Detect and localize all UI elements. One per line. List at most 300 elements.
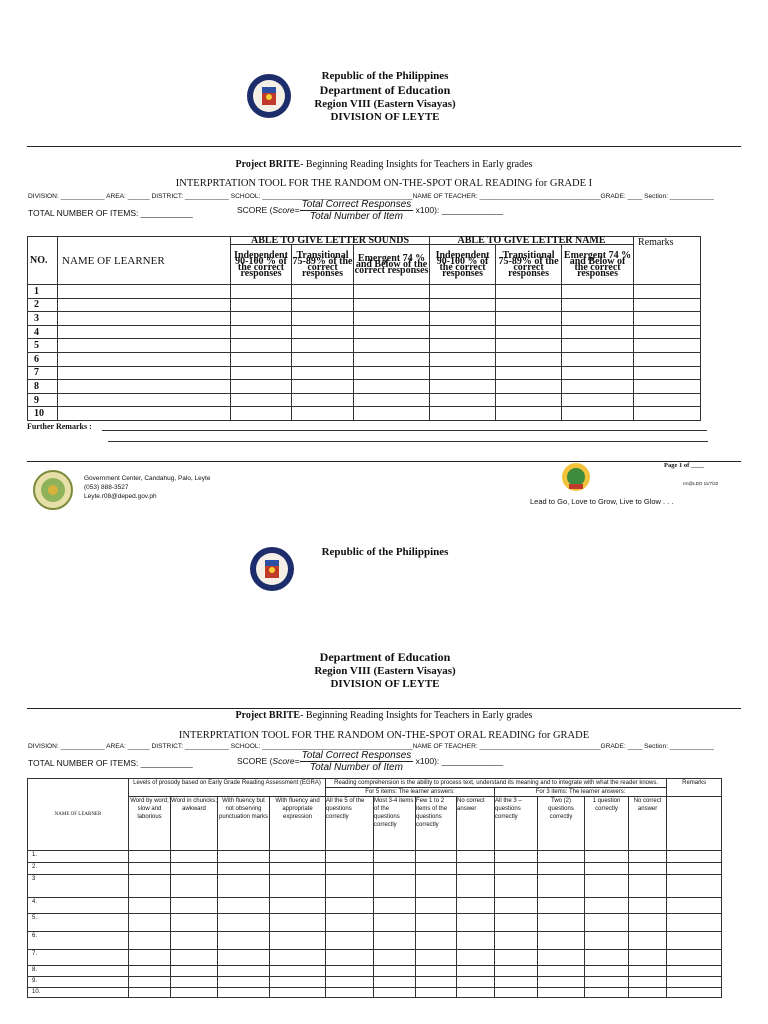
score-cell[interactable] (496, 407, 562, 421)
learner-row (28, 325, 701, 339)
assessment-cell[interactable] (667, 977, 722, 988)
score-cell[interactable] (292, 325, 354, 339)
score-cell[interactable] (634, 352, 701, 366)
assessment-cell[interactable] (629, 932, 667, 950)
total-items-line-2: TOTAL NUMBER OF ITEMS: ___________ (28, 758, 193, 768)
row-number: 4. (28, 898, 129, 914)
learner-row (28, 366, 701, 380)
assessment-cell[interactable] (416, 950, 457, 966)
score-cell[interactable] (292, 339, 354, 353)
header2-region: Region VIII (Eastern Visayas) (314, 665, 456, 677)
score-fraction (300, 199, 414, 222)
score-cell[interactable] (231, 407, 292, 421)
assessment-cell[interactable] (457, 932, 495, 950)
score-cell[interactable] (430, 407, 496, 421)
learner-name-cell[interactable] (58, 312, 231, 326)
score-cell[interactable] (354, 407, 430, 421)
assessment-cell[interactable] (629, 898, 667, 914)
five-all: All the 5 of the questions correctly (326, 797, 374, 851)
score-cell[interactable] (292, 312, 354, 326)
score-cell[interactable] (430, 285, 496, 299)
score-denominator: Total Number of Item (309, 762, 403, 773)
learner-row (28, 298, 701, 312)
assessment-cell[interactable] (585, 988, 629, 998)
assessment-cell[interactable] (171, 932, 218, 950)
assessment-cell[interactable] (538, 863, 585, 875)
score-cell[interactable] (231, 325, 292, 339)
score-cell[interactable] (354, 339, 430, 353)
assessment-cell[interactable] (326, 932, 374, 950)
row-number: 6 (28, 352, 58, 366)
col-remarks-2: Remarks (667, 779, 722, 797)
assessment-cell[interactable] (457, 950, 495, 966)
assessment-cell[interactable] (171, 851, 218, 863)
assessment-cell[interactable] (457, 988, 495, 998)
assessment-cell[interactable] (416, 851, 457, 863)
learner-name-cell[interactable] (58, 298, 231, 312)
score-cell[interactable] (496, 312, 562, 326)
assessment-cell[interactable] (667, 898, 722, 914)
footer-address (84, 474, 210, 501)
assessment-cell[interactable] (374, 863, 416, 875)
assessment-cell[interactable] (270, 863, 326, 875)
score-cell[interactable] (496, 393, 562, 407)
assessment-cell[interactable] (538, 914, 585, 932)
header-republic: Republic of the Philippines (321, 70, 449, 82)
assessment-cell[interactable] (326, 950, 374, 966)
col-no: NO. (28, 237, 58, 285)
assessment-cell[interactable] (667, 875, 722, 898)
learner-name-cell[interactable] (58, 366, 231, 380)
assessment-cell[interactable] (374, 950, 416, 966)
assessment-cell[interactable] (129, 875, 171, 898)
learner-row (28, 932, 722, 950)
assessment-cell[interactable] (129, 851, 171, 863)
learner-name-cell[interactable] (58, 393, 231, 407)
assessment-cell[interactable] (129, 966, 171, 977)
assessment-cell[interactable] (457, 966, 495, 977)
score-cell[interactable] (562, 339, 634, 353)
score-cell[interactable] (634, 380, 701, 394)
score-cell[interactable] (496, 298, 562, 312)
score-cell[interactable] (562, 285, 634, 299)
score-cell[interactable] (231, 285, 292, 299)
assessment-cell[interactable] (374, 898, 416, 914)
assessment-cell[interactable] (495, 851, 538, 863)
learner-row (28, 966, 722, 977)
score-cell[interactable] (231, 339, 292, 353)
assessment-cell[interactable] (585, 851, 629, 863)
assessment-cell[interactable] (629, 851, 667, 863)
score-cell[interactable] (292, 298, 354, 312)
assessment-cell[interactable] (667, 863, 722, 875)
assessment-cell[interactable] (667, 966, 722, 977)
header2-department: Department of Education (319, 650, 451, 664)
level-transitional: Transitional 75-89% of the correct responses (292, 245, 354, 285)
score-cell[interactable] (231, 366, 292, 380)
score-cell[interactable] (354, 325, 430, 339)
row-number: 5 (28, 339, 58, 353)
assessment-cell[interactable] (538, 851, 585, 863)
assessment-cell[interactable] (374, 988, 416, 998)
score-cell[interactable] (634, 407, 701, 421)
assessment-cell[interactable] (129, 863, 171, 875)
score-cell[interactable] (562, 380, 634, 394)
assessment-cell[interactable] (171, 898, 218, 914)
assessment-cell[interactable] (129, 988, 171, 998)
score-cell[interactable] (562, 352, 634, 366)
address-line: Government Center, Candahug, Palo, Leyte (84, 475, 211, 482)
prosody-chunks: Word in chuncks; awkward (171, 797, 218, 851)
assessment-cell[interactable] (629, 977, 667, 988)
assessment-cell[interactable] (326, 851, 374, 863)
assessment-cell[interactable] (538, 988, 585, 998)
assessment-cell[interactable] (218, 863, 270, 875)
score-cell[interactable] (354, 366, 430, 380)
score-cell[interactable] (634, 298, 701, 312)
row-number: 6. (28, 932, 129, 950)
group-letter-sounds: ABLE TO GIVE LETTER SOUNDS (231, 237, 430, 245)
comprehension-header: Reading comprehension is the ability to process text, understand its meaning and to integrate with what the reader knows. (326, 779, 667, 788)
assessment-cell[interactable] (270, 988, 326, 998)
score-cell[interactable] (430, 298, 496, 312)
col-name-learner: NAME OF LEARNER (28, 779, 129, 851)
assessment-cell[interactable] (416, 988, 457, 998)
further-remarks-text: Further Remarks : (27, 422, 92, 431)
assessment-cell[interactable] (538, 966, 585, 977)
score-cell[interactable] (292, 380, 354, 394)
assessment-cell[interactable] (538, 898, 585, 914)
deped-seal (246, 73, 292, 119)
assessment-cell[interactable] (326, 966, 374, 977)
assessment-cell[interactable] (270, 851, 326, 863)
row-number: 9. (28, 977, 129, 988)
remarks-line-1 (102, 430, 707, 431)
assessment-cell[interactable] (171, 914, 218, 932)
score-cell[interactable] (634, 325, 701, 339)
assessment-cell[interactable] (171, 950, 218, 966)
assessment-cell[interactable] (374, 851, 416, 863)
score-cell[interactable] (634, 285, 701, 299)
assessment-cell[interactable] (457, 977, 495, 988)
three-one: 1 question correctly (585, 797, 629, 851)
score-cell[interactable] (496, 352, 562, 366)
for-3-items: For 3 items: The learner answers: (495, 788, 667, 797)
five-most: Most 3-4 items of the questions correctly (374, 797, 416, 851)
assessment-cell[interactable] (171, 977, 218, 988)
assessment-cell[interactable] (667, 988, 722, 998)
assessment-cell[interactable] (218, 966, 270, 977)
row-number: 1 (28, 285, 58, 299)
assessment-cell[interactable] (270, 932, 326, 950)
row-number: 2 (28, 298, 58, 312)
assessment-cell[interactable] (129, 898, 171, 914)
assessment-cell[interactable] (326, 988, 374, 998)
score-cell[interactable] (354, 380, 430, 394)
assessment-cell[interactable] (495, 898, 538, 914)
learner-name-cell[interactable] (58, 339, 231, 353)
divider (27, 708, 741, 709)
assessment-cell[interactable] (270, 950, 326, 966)
assessment-cell[interactable] (585, 966, 629, 977)
score-cell[interactable] (292, 285, 354, 299)
assessment-cell[interactable] (416, 966, 457, 977)
score-cell[interactable] (496, 339, 562, 353)
header-region: Region VIII (Eastern Visayas) (314, 98, 456, 110)
assessment-cell[interactable] (129, 977, 171, 988)
assessment-cell[interactable] (416, 898, 457, 914)
prosody-fluent: With fluency and appropriate expression (270, 797, 326, 851)
group-letter-name: ABLE TO GIVE LETTER NAME (430, 237, 634, 245)
assessment-cell[interactable] (416, 875, 457, 898)
assessment-cell[interactable] (218, 950, 270, 966)
assessment-cell[interactable] (457, 851, 495, 863)
assessment-cell[interactable] (374, 966, 416, 977)
assessment-cell[interactable] (629, 988, 667, 998)
row-number: 7. (28, 950, 129, 966)
assessment-cell[interactable] (585, 863, 629, 875)
assessment-cell[interactable] (129, 914, 171, 932)
project-title (0, 159, 768, 170)
score-cell[interactable] (231, 298, 292, 312)
score-cell[interactable] (354, 393, 430, 407)
row-number: 7 (28, 366, 58, 380)
assessment-cell[interactable] (457, 863, 495, 875)
score-cell[interactable] (231, 312, 292, 326)
doc-code: rrn@LDO 11/7/22 (683, 481, 719, 486)
col-name: NAME OF LEARNER (58, 237, 231, 285)
assessment-cell[interactable] (585, 977, 629, 988)
table-prosody-comprehension (27, 778, 722, 998)
score-cell[interactable] (562, 325, 634, 339)
header2-division: DIVISION OF LEYTE (330, 678, 440, 690)
row-number: 8. (28, 966, 129, 977)
score-cell[interactable] (562, 407, 634, 421)
assessment-cell[interactable] (585, 875, 629, 898)
learner-row (28, 285, 701, 299)
assessment-cell[interactable] (218, 875, 270, 898)
score-cell[interactable] (430, 325, 496, 339)
tool-title-2: INTERPRTATION TOOL FOR THE RANDOM ON-THE-SPOT ORAL READING for GRADE (178, 730, 590, 741)
assessment-cell[interactable] (270, 977, 326, 988)
level-independent: Independent 90-100 % of the correct responses (231, 245, 292, 285)
assessment-cell[interactable] (629, 950, 667, 966)
score-cell[interactable] (562, 312, 634, 326)
phone-line: (053) 888-3527 (84, 484, 129, 491)
score-cell[interactable] (562, 393, 634, 407)
assessment-cell[interactable] (218, 977, 270, 988)
assessment-cell[interactable] (495, 950, 538, 966)
assessment-cell[interactable] (326, 977, 374, 988)
prosody-header: Levels of prosody based on Early Grade Reading Assessment (EGRA) (129, 779, 326, 797)
score-formula (237, 199, 503, 222)
assessment-cell[interactable] (326, 875, 374, 898)
assessment-cell[interactable] (495, 988, 538, 998)
score-cell[interactable] (231, 393, 292, 407)
assessment-cell[interactable] (495, 932, 538, 950)
score-cell[interactable] (562, 298, 634, 312)
assessment-cell[interactable] (667, 851, 722, 863)
score-cell[interactable] (430, 380, 496, 394)
learner-name-cell[interactable] (58, 407, 231, 421)
assessment-cell[interactable] (326, 914, 374, 932)
score-cell[interactable] (354, 285, 430, 299)
assessment-cell[interactable] (629, 863, 667, 875)
assessment-cell[interactable] (129, 950, 171, 966)
assessment-cell[interactable] (374, 914, 416, 932)
score-cell[interactable] (231, 380, 292, 394)
assessment-cell[interactable] (416, 914, 457, 932)
assessment-cell[interactable] (585, 914, 629, 932)
score-cell[interactable] (634, 339, 701, 353)
assessment-cell[interactable] (270, 966, 326, 977)
assessment-cell[interactable] (270, 875, 326, 898)
score-numerator: Total Correct Responses (301, 199, 412, 210)
assessment-cell[interactable] (416, 977, 457, 988)
score-cell[interactable] (496, 380, 562, 394)
learner-row (28, 863, 722, 875)
score-cell[interactable] (354, 352, 430, 366)
assessment-cell[interactable] (495, 977, 538, 988)
score-cell[interactable] (496, 285, 562, 299)
score-cell[interactable] (354, 298, 430, 312)
assessment-cell[interactable] (457, 875, 495, 898)
level-emergent: Emergent 74 % and Below of the correct responses (562, 245, 634, 285)
score-cell[interactable] (231, 352, 292, 366)
learner-row (28, 393, 701, 407)
project-title-rest: - Beginning Reading Insights for Teachers in Early grades (300, 159, 533, 170)
score-cell[interactable] (634, 393, 701, 407)
motto: Lead to Go, Love to Grow, Live to Glow . . . (530, 497, 674, 506)
assessment-cell[interactable] (585, 932, 629, 950)
learner-row (28, 898, 722, 914)
assessment-cell[interactable] (218, 851, 270, 863)
assessment-cell[interactable] (270, 898, 326, 914)
score-cell[interactable] (430, 339, 496, 353)
score-prefix: SCORE ( (237, 204, 273, 215)
assessment-cell[interactable] (270, 914, 326, 932)
project-title-bold: Project BRITE (235, 710, 301, 721)
three-none: No correct answer (629, 797, 667, 851)
assessment-cell[interactable] (416, 932, 457, 950)
score-cell[interactable] (634, 312, 701, 326)
score-numerator: Total Correct Responses (301, 750, 412, 761)
assessment-cell[interactable] (218, 898, 270, 914)
prosody-word-by-word: Word by word; slow and laborious (129, 797, 171, 851)
score-cell[interactable] (292, 366, 354, 380)
score-eq: Score= (272, 204, 300, 215)
score-cell[interactable] (430, 352, 496, 366)
further-remarks-label (27, 422, 92, 431)
assessment-cell[interactable] (129, 932, 171, 950)
deped-seal (249, 546, 295, 592)
five-few: Few 1 to 2 items of the questions correctly (416, 797, 457, 851)
assessment-cell[interactable] (667, 914, 722, 932)
remarks-line-2 (108, 441, 708, 442)
assessment-cell[interactable] (326, 898, 374, 914)
score-cell[interactable] (562, 366, 634, 380)
row-number: 9 (28, 393, 58, 407)
assessment-cell[interactable] (218, 914, 270, 932)
row-number: 10 (28, 407, 58, 421)
score-cell[interactable] (430, 393, 496, 407)
learner-row (28, 312, 701, 326)
learner-name-cell[interactable] (58, 285, 231, 299)
score-cell[interactable] (292, 407, 354, 421)
row-number: 3 (28, 312, 58, 326)
assessment-cell[interactable] (374, 875, 416, 898)
project-title-bold: Project BRITE (235, 159, 301, 170)
assessment-cell[interactable] (326, 863, 374, 875)
learner-row (28, 875, 722, 898)
assessment-cell[interactable] (629, 966, 667, 977)
total-items-line: TOTAL NUMBER OF ITEMS: ___________ (28, 208, 193, 218)
level-independent: Independent 90-100 % of the correct responses (430, 245, 496, 285)
score-cell[interactable] (430, 366, 496, 380)
score-cell[interactable] (496, 325, 562, 339)
assessment-cell[interactable] (585, 950, 629, 966)
score-cell[interactable] (292, 352, 354, 366)
assessment-cell[interactable] (457, 914, 495, 932)
assessment-cell[interactable] (538, 875, 585, 898)
col-remarks: Remarks (634, 237, 701, 285)
assessment-cell[interactable] (667, 932, 722, 950)
assessment-cell[interactable] (495, 875, 538, 898)
assessment-cell[interactable] (495, 966, 538, 977)
assessment-cell[interactable] (171, 863, 218, 875)
row-number: 1. (28, 851, 129, 863)
learner-row (28, 380, 701, 394)
assessment-cell[interactable] (629, 914, 667, 932)
assessment-cell[interactable] (171, 875, 218, 898)
learner-name-cell[interactable] (58, 380, 231, 394)
assessment-cell[interactable] (218, 932, 270, 950)
score-cell[interactable] (354, 312, 430, 326)
row-number: 2. (28, 863, 129, 875)
learner-name-cell[interactable] (58, 325, 231, 339)
assessment-cell[interactable] (416, 863, 457, 875)
score-cell[interactable] (430, 312, 496, 326)
level-transitional: Transitional 75-89% of the correct responses (496, 245, 562, 285)
assessment-cell[interactable] (171, 988, 218, 998)
assessment-cell[interactable] (457, 898, 495, 914)
assessment-cell[interactable] (538, 932, 585, 950)
assessment-cell[interactable] (374, 977, 416, 988)
three-two: Two (2) questions correctly (538, 797, 585, 851)
header2-republic: Republic of the Philippines (321, 546, 449, 558)
page-number: Page 1 of ____ (664, 462, 704, 469)
assessment-cell[interactable] (171, 966, 218, 977)
assessment-cell[interactable] (495, 914, 538, 932)
learner-row (28, 352, 701, 366)
score-cell[interactable] (292, 393, 354, 407)
assessment-cell[interactable] (218, 988, 270, 998)
assessment-cell[interactable] (538, 950, 585, 966)
assessment-cell[interactable] (585, 898, 629, 914)
assessment-cell[interactable] (374, 932, 416, 950)
assessment-cell[interactable] (667, 950, 722, 966)
score-fraction (300, 750, 414, 773)
score-cell[interactable] (634, 366, 701, 380)
learner-row (28, 950, 722, 966)
score-cell[interactable] (496, 366, 562, 380)
assessment-cell[interactable] (538, 977, 585, 988)
row-number: 3 (28, 875, 129, 898)
score-denominator: Total Number of Item (309, 211, 403, 222)
learner-name-cell[interactable] (58, 352, 231, 366)
assessment-cell[interactable] (629, 875, 667, 898)
assessment-cell[interactable] (495, 863, 538, 875)
